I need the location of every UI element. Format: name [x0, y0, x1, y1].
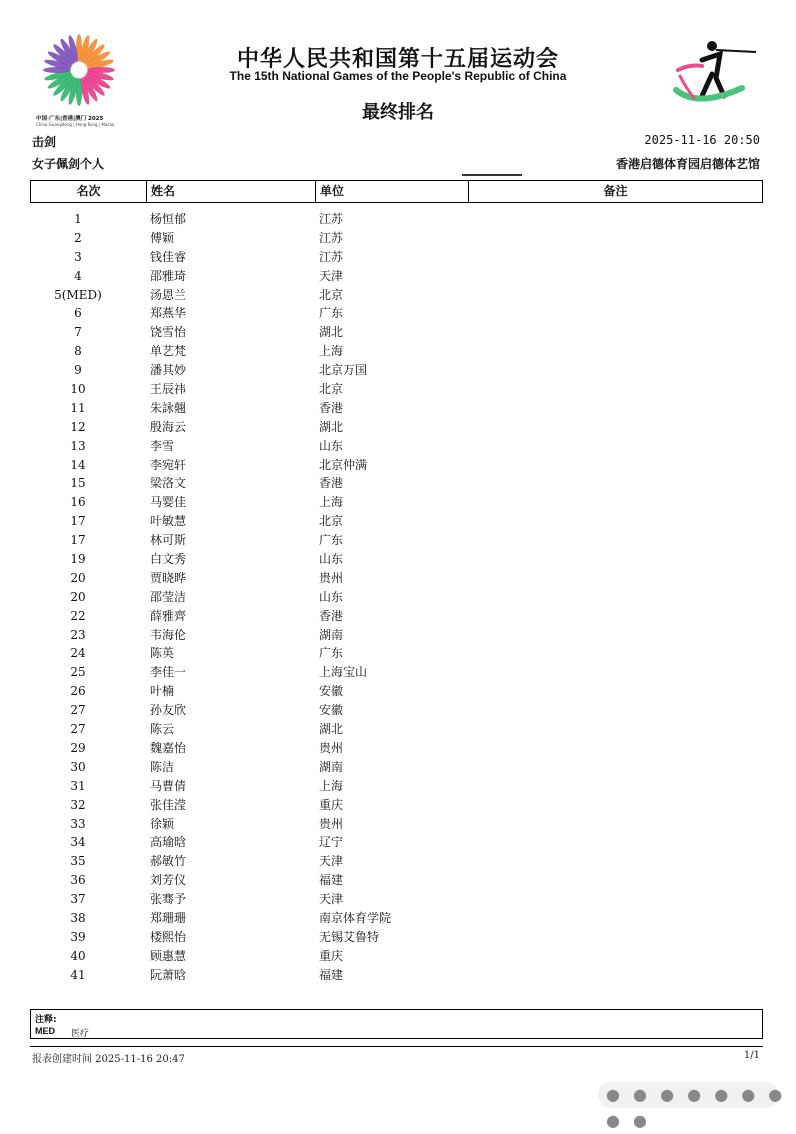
name-cell: 杨恒郁 — [150, 212, 187, 226]
sport-label: 击剑 — [32, 135, 57, 149]
name-cell: 汤恩兰 — [150, 287, 187, 302]
unit-cell: 安徽 — [319, 684, 344, 699]
table-row — [30, 777, 763, 796]
event-label: 女子佩剑个人 — [32, 157, 105, 171]
rank-cell: 20 — [70, 589, 86, 604]
name-cell: 单艺梵 — [150, 344, 187, 359]
table-row — [30, 399, 763, 418]
name-cell: 饶雪怡 — [150, 325, 187, 340]
table-row — [30, 833, 763, 852]
table-row — [30, 815, 763, 834]
unit-cell: 北京仲满 — [319, 457, 368, 472]
table-row — [30, 456, 763, 475]
report-datetime: 2025-11-16 20:50 — [644, 133, 760, 147]
rank-cell: 2 — [74, 230, 82, 245]
rank-cell: 8 — [74, 344, 82, 359]
unit-cell: 广东 — [319, 533, 344, 548]
rank-cell: 10 — [70, 382, 86, 397]
name-cell: 魏嘉怡 — [150, 740, 187, 755]
name-cell: 邵莹洁 — [150, 589, 187, 604]
table-row — [30, 663, 763, 682]
unit-cell: 南京体育学院 — [319, 910, 392, 925]
table-row — [30, 323, 763, 342]
name-cell: 阮萧晗 — [150, 967, 187, 982]
unit-cell: 香港 — [319, 476, 344, 491]
table-row — [30, 947, 763, 966]
unit-cell: 重庆 — [319, 948, 344, 963]
rank-cell: 27 — [70, 722, 86, 737]
unit-cell: 天津 — [319, 892, 344, 907]
name-cell: 孙友欣 — [150, 703, 187, 718]
unit-cell: 山东 — [319, 552, 344, 567]
name-cell: 陈英 — [150, 646, 175, 661]
report-created-time: 报表创建时间 2025-11-16 20:47 — [32, 1054, 185, 1065]
unit-cell: 北京 — [319, 514, 344, 529]
name-cell: 张佳滢 — [150, 797, 187, 812]
table-row — [30, 210, 763, 229]
table-row — [30, 739, 763, 758]
column-header-rank: 名次 — [31, 181, 147, 202]
rank-cell: 12 — [70, 419, 86, 434]
rank-cell: 27 — [70, 703, 86, 718]
rank-cell: 29 — [70, 740, 86, 755]
rank-cell: 13 — [70, 438, 86, 453]
rank-cell: 40 — [70, 948, 86, 963]
table-row — [30, 248, 763, 267]
unit-cell: 湖北 — [319, 325, 344, 340]
rank-cell: 6 — [74, 306, 82, 321]
unit-cell: 山东 — [319, 438, 344, 453]
unit-cell: 贵州 — [319, 816, 344, 831]
rank-cell: 25 — [70, 665, 86, 680]
rank-cell: 41 — [70, 967, 86, 982]
unit-cell: 天津 — [319, 854, 344, 869]
unit-cell: 香港 — [319, 608, 344, 623]
table-row — [30, 909, 763, 928]
table-row — [30, 437, 763, 456]
table-row — [30, 796, 763, 815]
name-cell: 朱詠翹 — [150, 400, 187, 415]
rank-cell: 34 — [70, 835, 86, 850]
table-row — [30, 474, 763, 493]
table-row — [30, 380, 763, 399]
name-cell: 王辰祎 — [150, 382, 187, 397]
name-cell: 邵雅琦 — [150, 268, 187, 283]
watermark-dots-icon: ● ● ● ● ● ● ● ● ● — [606, 1085, 787, 1130]
notes-code: MED — [35, 1026, 55, 1036]
logo-caption-en: China Guangdong | Hong Kong | Macao — [36, 122, 115, 127]
logo-caption: 中国·广东|香港|澳门 2025 — [36, 116, 104, 122]
table-row — [30, 758, 763, 777]
rank-cell: 16 — [70, 495, 86, 510]
rank-cell: 1 — [74, 212, 82, 226]
table-row — [30, 701, 763, 720]
table-row — [30, 626, 763, 645]
unit-cell: 辽宁 — [319, 835, 344, 850]
games-title-cn: 中华人民共和国第十五届运动会 — [236, 47, 559, 72]
rank-cell: 19 — [70, 552, 86, 567]
notes-title: 注释: — [35, 1015, 57, 1025]
table-row — [30, 890, 763, 909]
name-cell: 郑燕华 — [150, 306, 187, 321]
unit-cell: 广东 — [319, 646, 344, 661]
table-row — [30, 569, 763, 588]
rank-cell: 22 — [70, 608, 86, 623]
games-title-en: The 15th National Games of the People's Republic of China — [229, 69, 567, 83]
unit-cell: 湖南 — [319, 627, 344, 642]
rank-cell: 17 — [70, 514, 86, 529]
unit-cell: 贵州 — [319, 740, 344, 755]
table-row — [30, 304, 763, 323]
unit-cell: 湖北 — [319, 419, 344, 434]
name-cell: 梁洛文 — [150, 476, 187, 491]
rank-cell: 17 — [70, 533, 86, 548]
table-row — [30, 361, 763, 380]
name-cell: 李雪 — [150, 438, 175, 453]
name-cell: 楼熙怡 — [150, 929, 187, 944]
name-cell: 郝敏竹 — [150, 854, 187, 869]
unit-cell: 上海 — [319, 778, 344, 793]
rank-cell: 15 — [70, 476, 86, 491]
unit-cell: 贵州 — [319, 570, 344, 585]
name-cell: 顾惠慧 — [150, 948, 187, 963]
unit-cell: 江苏 — [319, 212, 344, 226]
rank-cell: 32 — [70, 797, 86, 812]
column-header-notes: 备注 — [603, 184, 628, 198]
rank-cell: 9 — [74, 363, 82, 378]
name-cell: 马曹倩 — [150, 778, 187, 793]
unit-cell: 福建 — [319, 967, 344, 982]
ranking-table-body — [30, 210, 763, 985]
unit-cell: 北京 — [319, 287, 344, 302]
table-row — [30, 512, 763, 531]
rank-cell: 33 — [70, 816, 86, 831]
rank-cell: 24 — [70, 646, 86, 661]
name-cell: 殷海云 — [150, 419, 187, 434]
page-number: 1/1 — [743, 1050, 760, 1061]
table-row — [30, 531, 763, 550]
rank-cell: 37 — [70, 892, 86, 907]
rank-cell: 39 — [70, 929, 86, 944]
table-row — [30, 550, 763, 569]
document-title: 最终排名 — [362, 102, 434, 123]
name-cell: 钱佳睿 — [150, 249, 187, 264]
notes-description: 医疗 — [71, 1029, 90, 1039]
name-cell: 高瑜晗 — [150, 835, 187, 850]
name-cell: 白文秀 — [150, 552, 187, 567]
rank-cell: 36 — [70, 873, 86, 888]
rank-cell: 30 — [70, 759, 86, 774]
unit-cell: 上海 — [319, 344, 344, 359]
unit-cell: 上海 — [319, 495, 344, 510]
unit-cell: 安徽 — [319, 703, 344, 718]
column-header-name: 姓名 — [147, 181, 316, 202]
table-row — [30, 588, 763, 607]
rank-cell: 14 — [70, 457, 86, 472]
unit-cell: 上海宝山 — [319, 665, 368, 680]
table-row — [30, 229, 763, 248]
unit-cell: 北京 — [319, 382, 344, 397]
name-cell: 叶敏慧 — [150, 514, 187, 529]
unit-cell: 江苏 — [319, 230, 344, 245]
unit-cell: 福建 — [319, 873, 344, 888]
unit-cell: 湖北 — [319, 722, 344, 737]
name-cell: 傅颖 — [150, 230, 175, 245]
table-header — [30, 180, 763, 203]
name-cell: 林可斯 — [150, 533, 187, 548]
notes-box — [30, 1009, 763, 1039]
column-header-unit: 单位 — [316, 181, 469, 202]
unit-cell: 香港 — [319, 400, 344, 415]
table-row — [30, 966, 763, 985]
rank-cell: 23 — [70, 627, 86, 642]
header-divider — [462, 174, 522, 176]
rank-cell: 26 — [70, 684, 86, 699]
unit-cell: 无锡艾鲁特 — [319, 929, 380, 944]
name-cell: 韦海伦 — [150, 627, 187, 642]
table-row — [30, 342, 763, 361]
name-cell: 叶楠 — [150, 684, 175, 699]
table-row — [30, 418, 763, 437]
table-row — [30, 928, 763, 947]
venue-label: 香港启德体育园启德体艺馆 — [615, 157, 760, 171]
name-cell: 李宛轩 — [150, 457, 187, 472]
rank-cell: 3 — [74, 249, 82, 264]
rank-cell: 38 — [70, 910, 86, 925]
name-cell: 郑珊珊 — [150, 910, 187, 925]
name-cell: 陈云 — [150, 722, 175, 737]
rank-cell: 7 — [74, 325, 82, 340]
table-row — [30, 493, 763, 512]
unit-cell: 广东 — [319, 306, 344, 321]
table-row — [30, 607, 763, 626]
name-cell: 张骞予 — [150, 892, 187, 907]
name-cell: 贾晓晔 — [150, 570, 187, 585]
unit-cell: 湖南 — [319, 759, 344, 774]
rank-cell: 4 — [74, 268, 82, 283]
footer-divider — [30, 1046, 763, 1047]
name-cell: 刘芳仪 — [150, 873, 187, 888]
table-row — [30, 644, 763, 663]
rank-cell: 35 — [70, 854, 86, 869]
table-row — [30, 852, 763, 871]
rank-cell: 20 — [70, 570, 86, 585]
table-row — [30, 682, 763, 701]
table-row — [30, 267, 763, 286]
table-row — [30, 720, 763, 739]
name-cell: 马婴佳 — [150, 495, 187, 510]
rank-cell: 31 — [70, 778, 86, 793]
unit-cell: 山东 — [319, 589, 344, 604]
table-row — [30, 286, 763, 305]
name-cell: 徐颖 — [150, 816, 175, 831]
rank-cell: 11 — [70, 400, 86, 415]
rank-cell: 5(MED) — [54, 287, 102, 302]
unit-cell: 重庆 — [319, 797, 344, 812]
name-cell: 李佳一 — [150, 665, 187, 680]
table-row — [30, 871, 763, 890]
name-cell: 陈洁 — [150, 759, 175, 774]
unit-cell: 天津 — [319, 268, 344, 283]
name-cell: 潘其妙 — [150, 363, 187, 378]
name-cell: 薛雅齊 — [150, 608, 187, 623]
unit-cell: 江苏 — [319, 249, 344, 264]
unit-cell: 北京万国 — [319, 363, 368, 378]
